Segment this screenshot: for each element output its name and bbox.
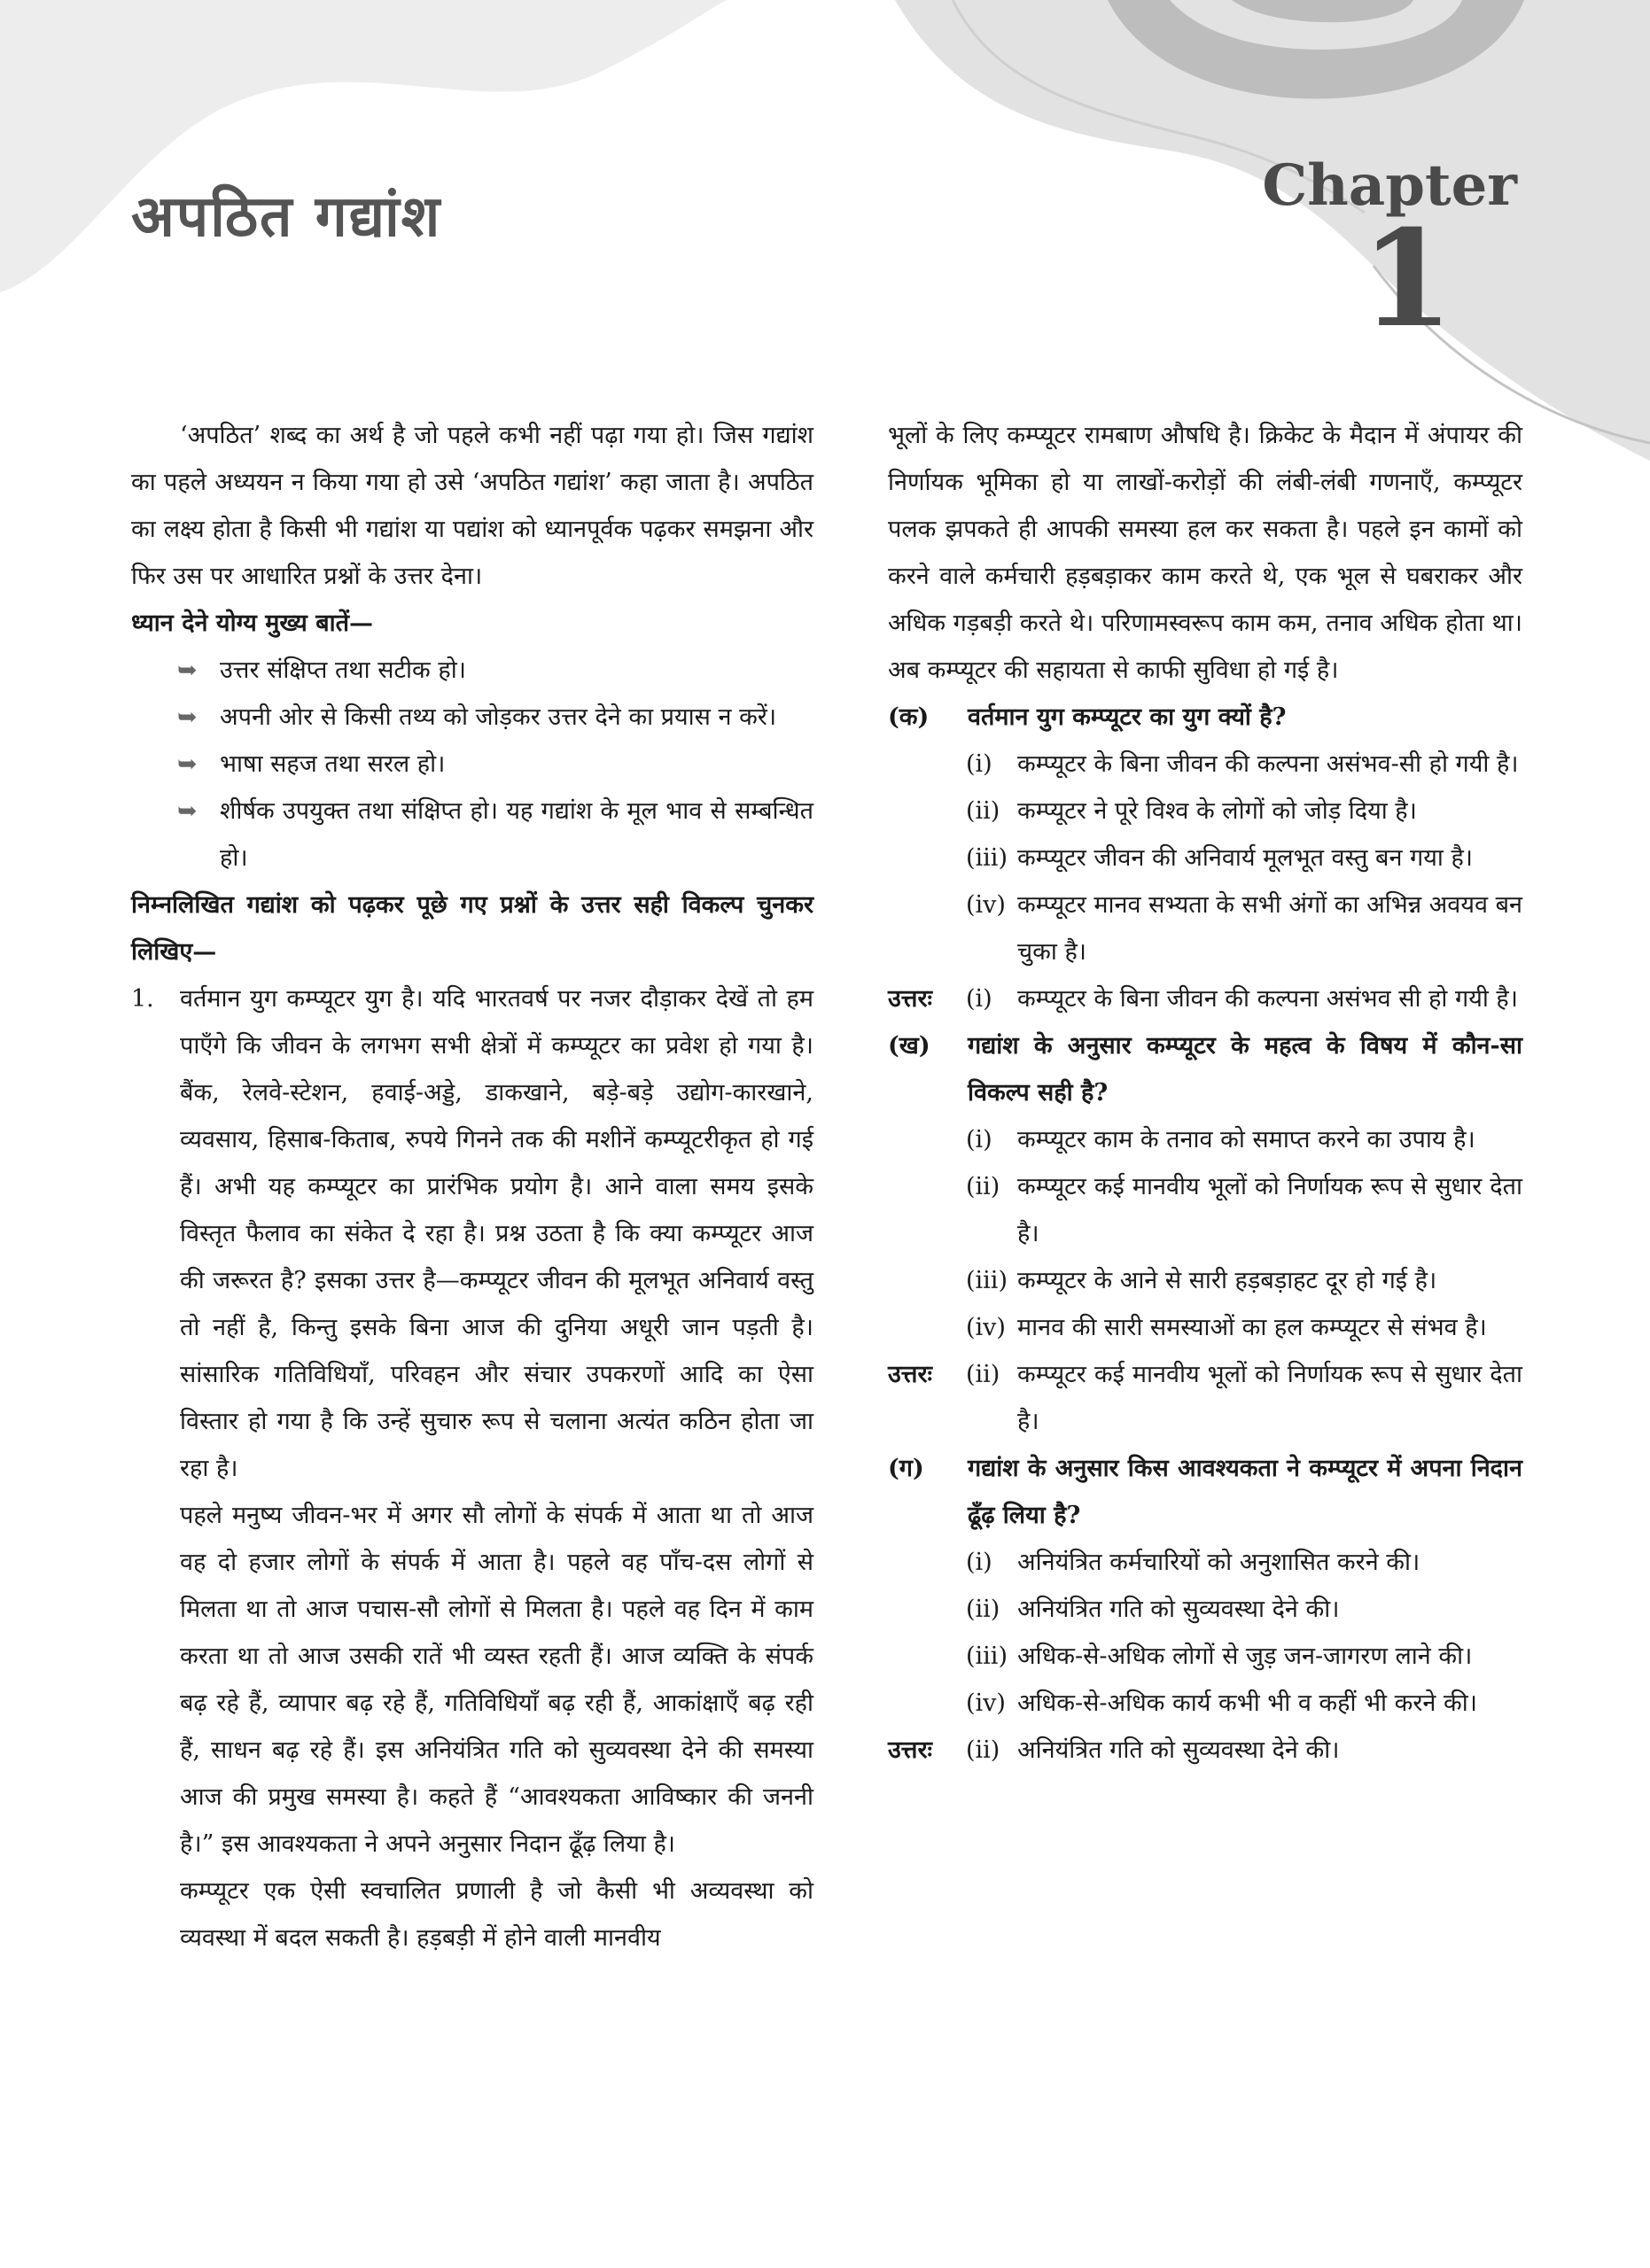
passage-paragraph: पहले मनुष्य जीवन-भर में अगर सौ लोगों के संपर्क में आता था तो आज वह दो हजार लोगों के संपर्क में आता है। पहले वह पाँच-दस लोगों से मिलता था तो आज पचास-सौ लोगों से मिलता है। पहले वह दिन में काम करता था तो आज उसकी रातें भी व्यस्त रहती हैं। आज व्यक्ति के संपर्क बढ़ रहे हैं, व्यापार बढ़ रहे हैं, गतिविधियाँ बढ़ रही हैं, आकांक्षाएँ बढ़ रही हैं, साधन बढ़ रहे हैं। इस अनियंत्रित गति को सुव्यवस्था देने की समस्या आज की प्रमुख समस्या है। कहते हैं “आवश्यकता आविष्कार की जननी है।” इस आवश्यकता ने अपने अनुसार निदान ढूँढ़ लिया है। bbox=[180, 1502, 813, 1858]
arrow-right-icon: ➥ bbox=[177, 750, 198, 778]
option-item: (iv) मानव की सारी समस्याओं का हल कम्प्यूटर से संभव है। bbox=[966, 1314, 1487, 1341]
left-column bbox=[131, 412, 813, 1961]
question-label: (ख) bbox=[888, 1032, 930, 1060]
intro-paragraph: ‘अपठित’ शब्द का अर्थ है जो पहले कभी नहीं पढ़ा गया हो। जिस गद्यांश का पहले अध्ययन न किया गया हो उसे ‘अपठित गद्यांश’ कहा जाता है। अपठित का लक्ष्य होता है किसी भी गद्यांश या पद्यांश को ध्यानपूर्वक पढ़कर समझना और फिर उस पर आधारित प्रश्नों के उत्तर देना। bbox=[131, 422, 813, 590]
points-heading: ध्यान देने योग्य मुख्य बातें— bbox=[131, 610, 374, 637]
arrow-right-icon: ➥ bbox=[177, 656, 198, 684]
question bbox=[888, 1022, 1522, 1116]
arrow-right-icon: ➥ bbox=[177, 703, 198, 731]
list-item: ➥ भाषा सहज तथा सरल हो। bbox=[131, 741, 813, 788]
list-item: ➥ अपनी ओर से किसी तथ्य को जोड़कर उत्तर देने का प्रयास न करें। bbox=[131, 694, 813, 741]
question-label: (ग) bbox=[888, 1455, 924, 1482]
passage-number: 1. bbox=[131, 985, 154, 1013]
answer: उत्तरः (ii) कम्प्यूटर कई मानवीय भूलों को निर्णायक रूप से सुधार देता है। bbox=[888, 1361, 1522, 1435]
option-item: (ii) कम्प्यूटर कई मानवीय भूलों को निर्णायक रूप से सुधार देता है। bbox=[966, 1173, 1522, 1247]
option-item: (i) अनियंत्रित कर्मचारियों को अनुशासित करने की। bbox=[966, 1549, 1420, 1576]
page-title: अपठित गद्यांश bbox=[131, 184, 442, 250]
chapter-label: Chapter bbox=[1262, 152, 1517, 219]
option-item: (iv) अधिक-से-अधिक कार्य कभी भी व कहीं भी करने की। bbox=[966, 1689, 1477, 1717]
chapter-number: 1 bbox=[1360, 201, 1453, 357]
option-item: (ii) अनियंत्रित गति को सुव्यवस्था देने की। bbox=[966, 1596, 1340, 1623]
option-item: (iv) कम्प्यूटर मानव सभ्यता के सभी अंगों का अभिन्न अवयव बन चुका है। bbox=[966, 891, 1522, 966]
answer: उत्तरः (i) कम्प्यूटर के बिना जीवन की कल्पना असंभव सी हो गयी है। bbox=[888, 985, 1518, 1013]
instruction-text: निम्नलिखित गद्यांश को पढ़कर पूछे गए प्रश्नों के उत्तर सही विकल्प चुनकर लिखिए— bbox=[131, 891, 813, 966]
right-column bbox=[888, 412, 1522, 1774]
passage-paragraph: भूलों के लिए कम्प्यूटर रामबाण औषधि है। क्रिकेट के मैदान में अंपायर की निर्णायक भूमिका हो या लाखों-करोड़ों की लंबी-लंबी गणनाएँ, कम्प्यूटर पलक झपकते ही आपकी समस्या हल कर सकता है। पहले इन कामों को करने वाले कर्मचारी हड़बड़ाकर काम करते थे, एक भूल से घबराकर और अधिक गड़बड़ी करते थे। परिणामस्वरूप काम कम, तनाव अधिक होता था। अब कम्प्यूटर की सहायता से काफी सुविधा हो गई है। bbox=[888, 422, 1522, 684]
answer: उत्तरः (ii) अनियंत्रित गति को सुव्यवस्था देने की। bbox=[888, 1736, 1340, 1764]
option-item: (i) कम्प्यूटर काम के तनाव को समाप्त करने का उपाय है। bbox=[966, 1126, 1475, 1153]
passage-paragraph: वर्तमान युग कम्प्यूटर युग है। यदि भारतवर्ष पर नजर दौड़ाकर देखें तो हम पाएँगे कि जीवन के लगभग सभी क्षेत्रों में कम्प्यूटर का प्रवेश हो गया है। बैंक, रेलवे-स्टेशन, हवाई-अड्डे, डाकखाने, बड़े-बड़े उद्योग-कारखाने, व्यवसाय, हिसाब-किताब, रुपये गिनने तक की मशीनें कम्प्यूटरीकृत हो गई हैं। अभी यह कम्प्यूटर का प्रारंभिक प्रयोग है। आने वाला समय इसके विस्तृत फैलाव का संकेत दे रहा है। प्रश्न उठता है कि क्या कम्प्यूटर आज की जरूरत है? इसका उत्तर है—कम्प्यूटर जीवन की मूलभूत अनिवार्य वस्तु तो नहीं है, किन्तु इसके बिना आज की दुनिया अधूरी जान पड़ती है। सांसारिक गतिविधियाँ, परिवहन और संचार उपकरणों आदि का ऐसा विस्तार हो गया है कि उन्हें सुचारु रूप से चलाना अत्यंत कठिन होता जा रहा है। bbox=[180, 985, 813, 1482]
question bbox=[888, 1445, 1522, 1539]
option-item: (ii) कम्प्यूटर ने पूरे विश्व के लोगों को जोड़ दिया है। bbox=[966, 797, 1417, 825]
list-item: ➥ शीर्षक उपयुक्त तथा संक्षिप्त हो। यह गद्यांश के मूल भाव से सम्बन्धित हो। bbox=[131, 788, 813, 882]
option-item: (iii) अधिक-से-अधिक लोगों से जुड़ जन-जागरण लाने की। bbox=[966, 1643, 1473, 1670]
option-item: (iii) कम्प्यूटर जीवन की अनिवार्य मूलभूत वस्तु बन गया है। bbox=[966, 844, 1474, 872]
option-item: (iii) कम्प्यूटर के आने से सारी हड़बड़ाहट दूर हो गई है। bbox=[966, 1267, 1437, 1294]
passage bbox=[131, 975, 813, 1492]
question-text: गद्यांश के अनुसार कम्प्यूटर के महत्व के विषय में कौन-सा विकल्प सही है? bbox=[968, 1032, 1522, 1107]
passage-paragraph: कम्प्यूटर एक ऐसी स्वचालित प्रणाली है जो कैसी भी अव्यवस्था को व्यवस्था में बदल सकती है। हड़बड़ी में होने वाली मानवीय bbox=[180, 1877, 813, 1952]
question bbox=[888, 694, 1522, 741]
question-text: गद्यांश के अनुसार किस आवश्यकता ने कम्प्यूटर में अपना निदान ढूँढ़ लिया है? bbox=[968, 1455, 1522, 1529]
question-text: वर्तमान युग कम्प्यूटर का युग क्यों है? bbox=[968, 703, 1287, 731]
option-item: (i) कम्प्यूटर के बिना जीवन की कल्पना असंभव-सी हो गयी है। bbox=[966, 750, 1519, 778]
question-label: (क) bbox=[888, 703, 930, 731]
list-item: ➥ उत्तर संक्षिप्त तथा सटीक हो। bbox=[131, 647, 813, 694]
arrow-right-icon: ➥ bbox=[177, 797, 198, 825]
